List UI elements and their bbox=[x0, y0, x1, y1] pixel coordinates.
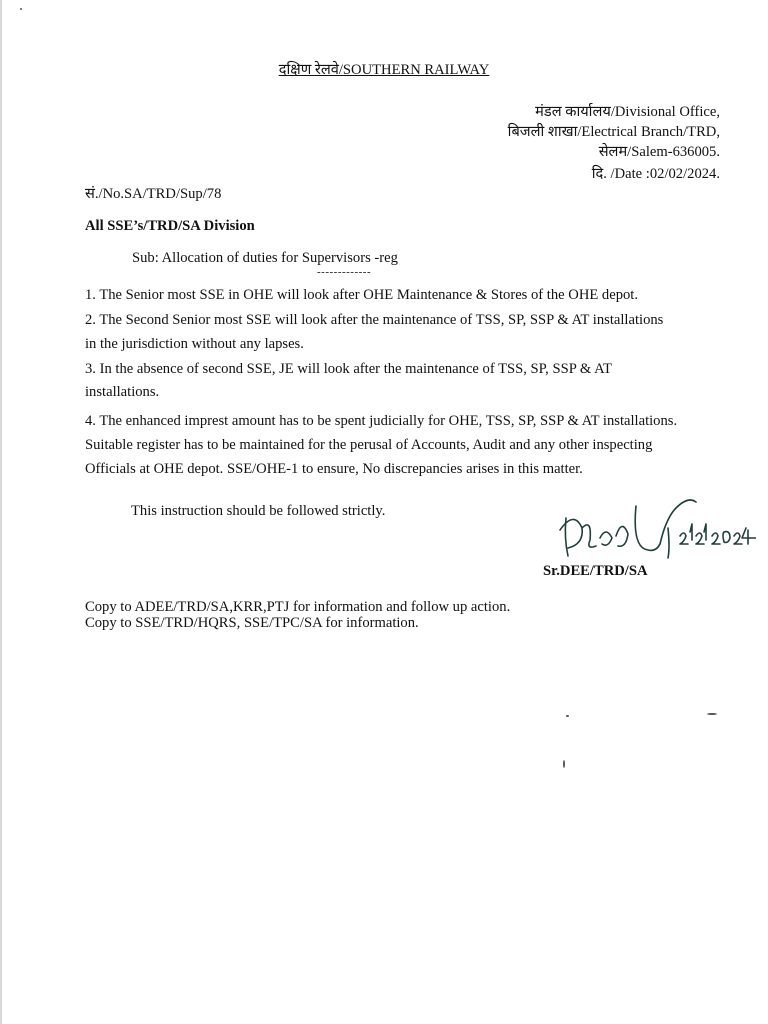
subject-line: Sub: Allocation of duties for Supervisors -reg bbox=[132, 250, 398, 266]
point-4-line-3: Officials at OHE depot. SSE/OHE-1 to ensure, No discrepancies arises in this matter. bbox=[85, 461, 583, 477]
address-line-city: सेलम/Salem-636005. bbox=[598, 144, 720, 160]
closing-instruction: This instruction should be followed strictly. bbox=[131, 503, 386, 519]
point-2-line-2: in the jurisdiction without any lapses. bbox=[85, 336, 304, 352]
subject-underline: ------------- bbox=[317, 266, 372, 278]
address-line-office: मंडल कार्यालय/Divisional Office, bbox=[535, 104, 720, 120]
scan-speck bbox=[707, 713, 717, 715]
address-line-branch: बिजली शाखा/Electrical Branch/TRD, bbox=[507, 124, 720, 140]
letterhead-title: दक्षिण रेलवे/SOUTHERN RAILWAY bbox=[278, 62, 490, 78]
copy-line-1: Copy to ADEE/TRD/SA,KRR,PTJ for information and follow up action. bbox=[85, 599, 511, 615]
point-3-line-1: 3. In the absence of second SSE, JE will look after the maintenance of TSS, SP, SSP & AT bbox=[85, 361, 612, 377]
signatory-designation: Sr.DEE/TRD/SA bbox=[543, 563, 648, 579]
scan-speck bbox=[20, 8, 22, 10]
page-edge-shadow bbox=[0, 0, 2, 1024]
point-4-line-2: Suitable register has to be maintained for the perusal of Accounts, Audit and any other inspecting bbox=[85, 437, 653, 453]
point-3-line-2: installations. bbox=[85, 384, 160, 400]
addressee: All SSE’s/TRD/SA Division bbox=[85, 218, 255, 234]
point-1-line-1: 1. The Senior most SSE in OHE will look after OHE Maintenance & Stores of the OHE depot. bbox=[85, 287, 638, 303]
scan-speck bbox=[566, 715, 569, 717]
point-2-line-1: 2. The Second Senior most SSE will look after the maintenance of TSS, SP, SSP & AT installations bbox=[85, 312, 664, 328]
point-4-line-1: 4. The enhanced imprest amount has to be spent judicially for OHE, TSS, SP, SSP & AT installations. bbox=[85, 413, 678, 429]
scan-speck bbox=[563, 760, 565, 768]
handwritten-signature bbox=[556, 488, 756, 568]
copy-line-2: Copy to SSE/TRD/HQRS, SSE/TPC/SA for information. bbox=[85, 615, 419, 631]
letter-date: दि. /Date :02/02/2024. bbox=[591, 166, 720, 182]
reference-number: सं./No.SA/TRD/Sup/78 bbox=[85, 186, 222, 202]
